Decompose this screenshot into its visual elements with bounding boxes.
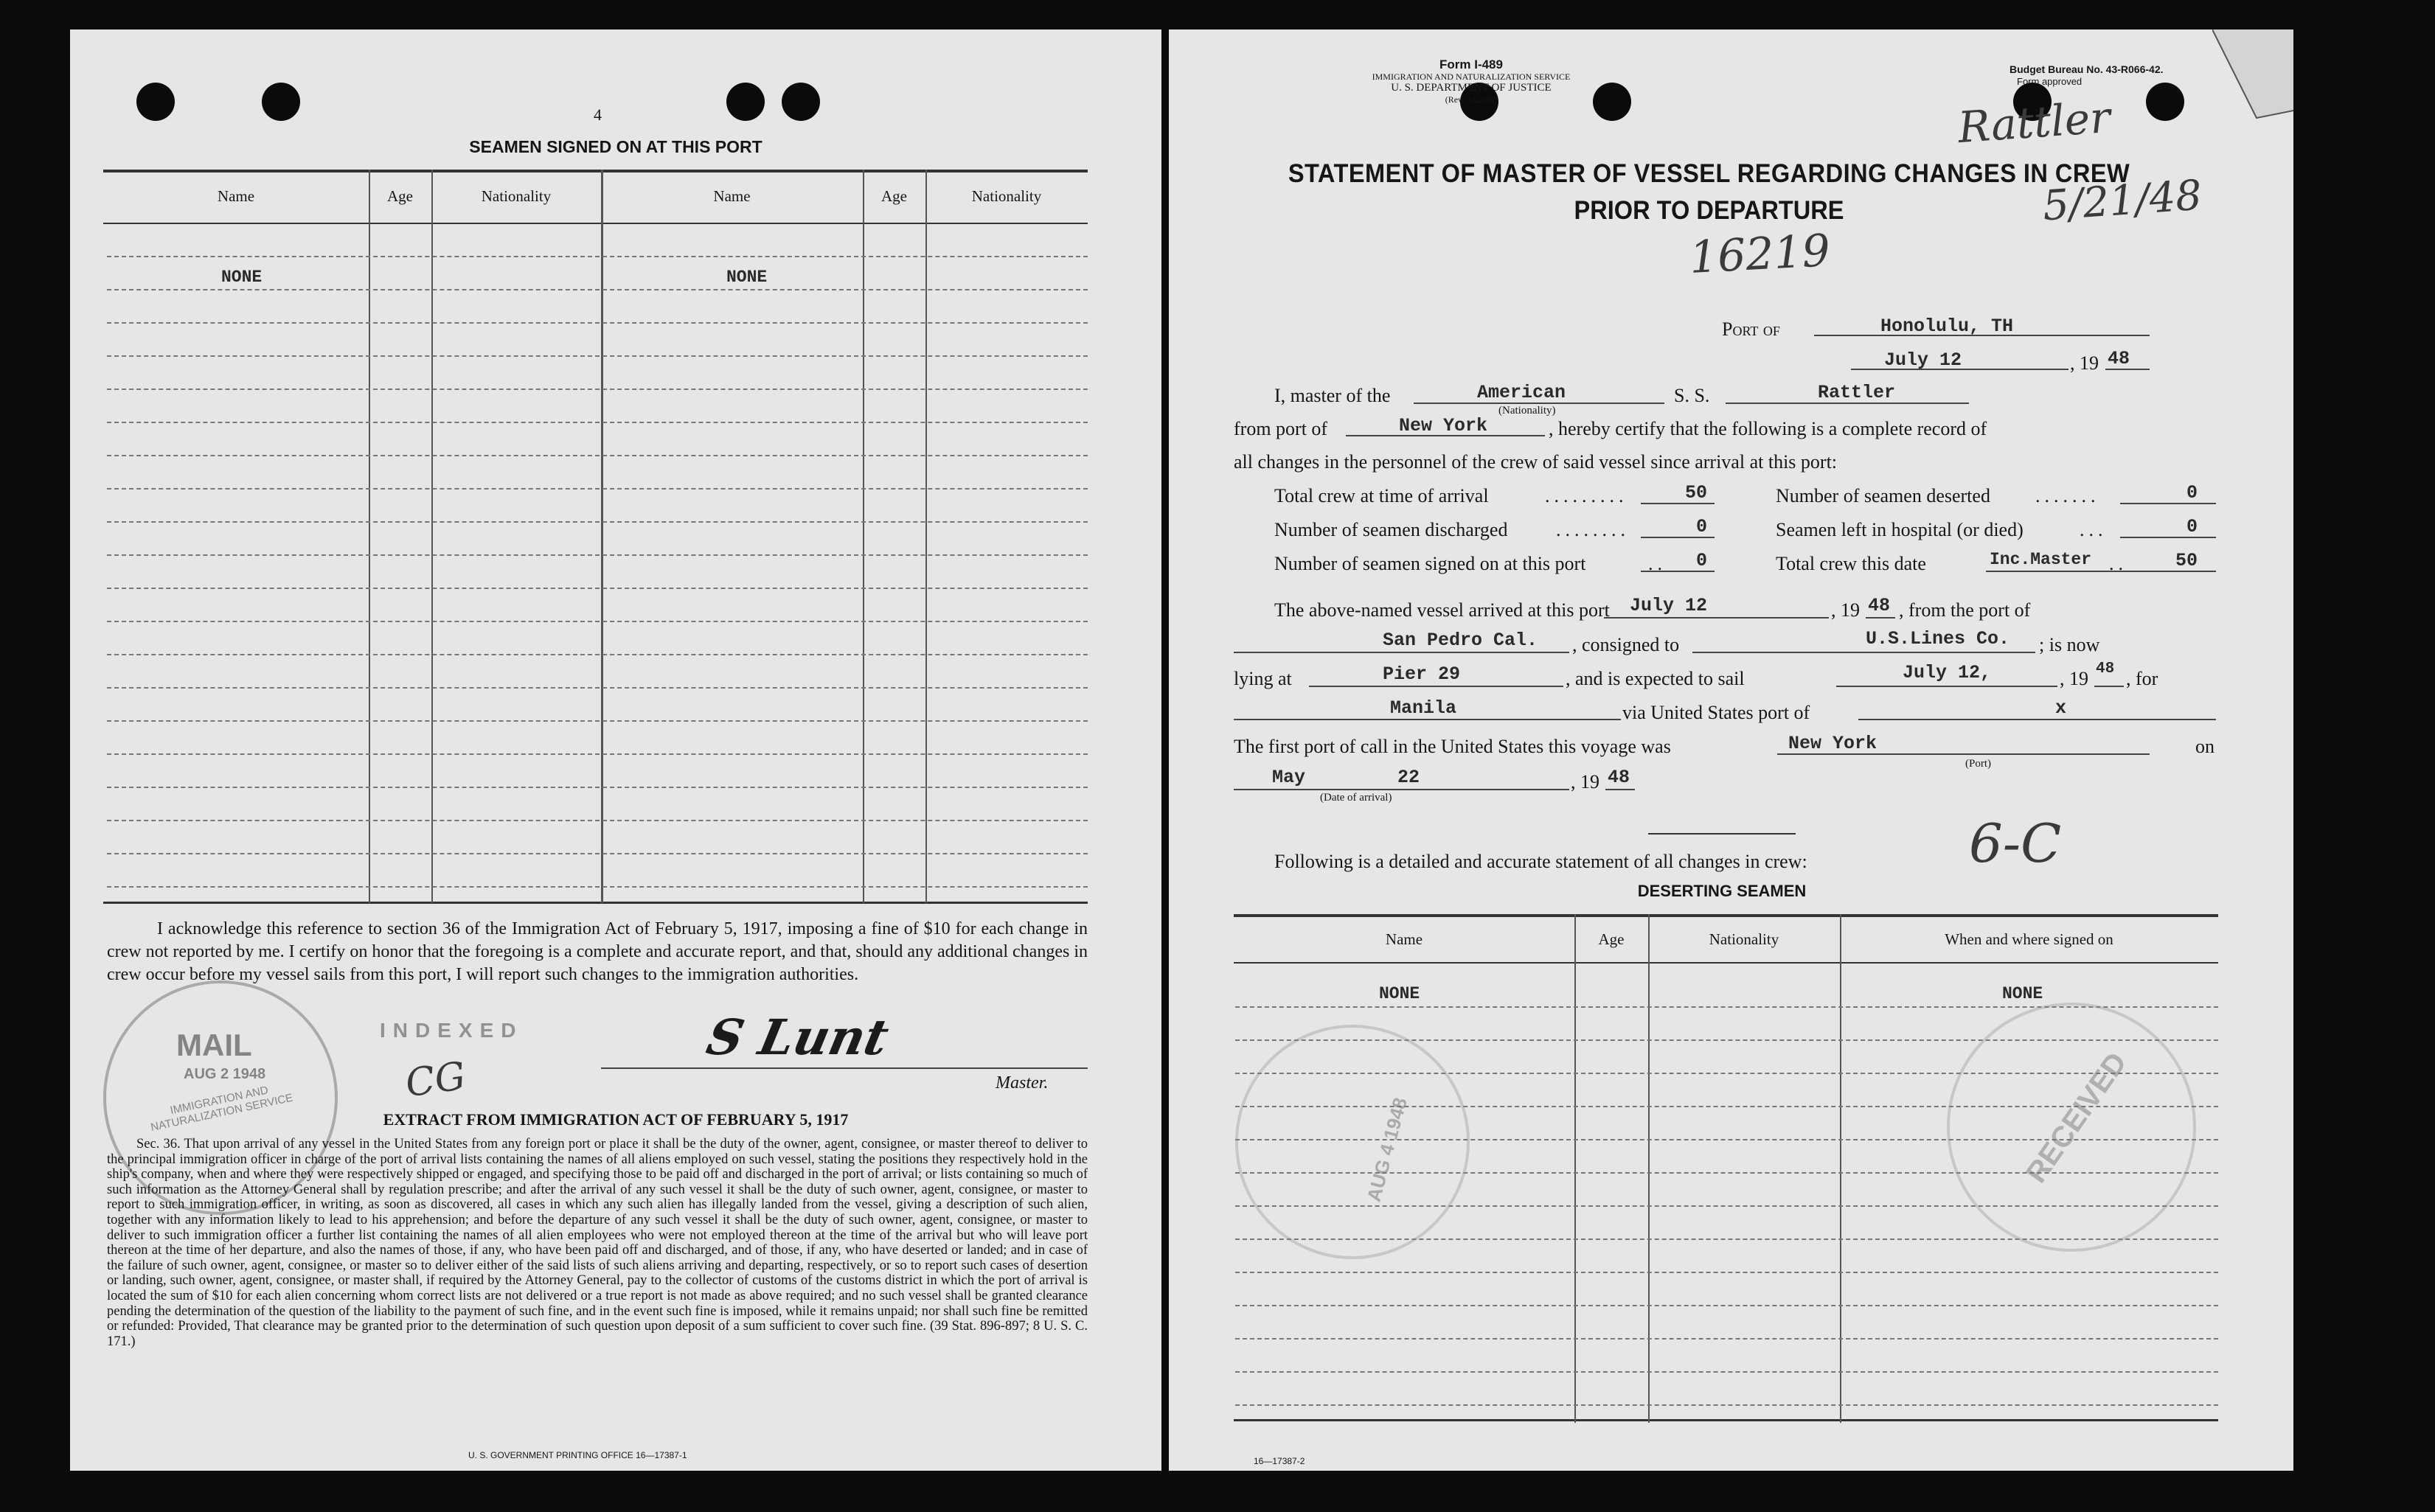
column-header: Age xyxy=(1598,930,1625,948)
report-date: July 12 xyxy=(1884,349,1962,371)
table-cell-name: NONE xyxy=(726,268,768,287)
sail-year: 48 xyxy=(2096,661,2115,677)
received-stamp: AUG 4 1948 xyxy=(1235,1025,1470,1259)
stat-value: 0 xyxy=(1696,516,1708,537)
stat-label: Total crew this date xyxy=(1776,553,1926,574)
form-approved: Form approved xyxy=(2017,76,2083,87)
right-footer: 16—17387-2 xyxy=(1254,1456,1305,1466)
first-arrival-year: 48 xyxy=(1608,767,1630,788)
handwritten-date: 5/21/48 xyxy=(2040,171,2203,231)
form-title-line2: PRIOR TO DEPARTURE xyxy=(1574,196,1844,225)
destination: Manila xyxy=(1390,697,1457,719)
punch-hole xyxy=(782,83,820,121)
seamen-signed-on-title: SEAMEN SIGNED ON AT THIS PORT xyxy=(469,137,763,156)
budget-bureau-number: Budget Bureau No. 43-R066-42. xyxy=(2010,63,2164,75)
punch-hole xyxy=(726,83,765,121)
form-title: STATEMENT OF MASTER OF VESSEL REGARDING CHANGES IN CREW xyxy=(1288,159,2130,188)
handwritten-code: 6-C xyxy=(1969,812,2062,874)
mail-stamp: MAIL AUG 2 1948 IMMIGRATION AND NATURALIZATION SERVICE xyxy=(103,980,338,1215)
handwritten-vessel: Rattler xyxy=(1956,91,2112,153)
table-cell-signed-on: NONE xyxy=(2002,984,2043,1003)
agency-line: IMMIGRATION AND NATURALIZATION SERVICE xyxy=(1372,72,1571,82)
vessel-name: Rattler xyxy=(1818,382,1896,403)
initials: CG xyxy=(403,1053,469,1107)
punch-hole xyxy=(262,83,300,121)
column-header: Age xyxy=(881,187,907,205)
handwritten-number: 16219 xyxy=(1688,225,1832,284)
stat-label: Number of seamen discharged xyxy=(1274,519,1508,540)
stat-value: 50 xyxy=(1685,482,1708,504)
column-header: Nationality xyxy=(481,187,552,205)
stat-label: Seamen left in hospital (or died) xyxy=(1776,519,2024,540)
table-cell-name: NONE xyxy=(1379,984,1420,1003)
punch-hole xyxy=(2146,83,2184,121)
acknowledgement-text: I acknowledge this reference to section 36 of the Immigration Act of February 5, 1917, imposing a fine of $10 for each change in crew not reported by me. I certify on honor that the foregoing is a complete and accurate report, and that, should any additional changes in crew occur before my vessel sails from this port, I will report such changes to the immigration authorities. xyxy=(107,919,1088,984)
extract-text: Sec. 36. That upon arrival of any vessel in the United States from any foreign port or place it shall be the duty of the owner, agent, consignee, or master thereof to deliver to the principal immigration officer in charge of the port of arrival lists containing the names of all aliens employed on such vessel, stating the positions they respectively hold in the ship's company, when and where they were respectively shipped or engaged, and specifying those to be paid off and discharged in the port of arrival; or lists containing so much of such information as the Attorney General shall by regulation prescribe; and after the arrival of any such vessel it shall be the duty of such owner, agent, consignee, or master to report to such immigration officer, in writing, as soon as discovered, all cases in which any such alien has illegally landed from the vessel, giving a description of such alien, together with any information likely to lead to his apprehension; and before the departure of any such vessel it shall be the duty of such owner, agent, consignee, or master to deliver to such immigration officer a further list containing the names of all alien employees who were not employed thereon at the time of the arrival but who will leave port thereon at the time of her departure, and also the names of those, if any, who have been paid off and discharged, and of those, if any, who have deserted or landed; and in case of the failure of such owner, agent, consignee, or master so to deliver either of the said lists of such aliens arriving and departing, respectively, or so to report such cases of desertion or landing, such owner, agent, consignee, or master shall, if required by the Attorney General, pay to the collector of customs of the customs district in which the port of arrival is located the sum of $10 for each alien concerning whom correct lists are not delivered or a true report is not made as above required; and no such vessel shall be granted clearance pending the determination of the question of the liability to the payment of such fine, and in the event such fine is imposed, while it remains unpaid; nor shall such fine be remitted or refunded: Provided, That clearance may be granted prior to the determination of such question upon deposit of a sum sufficient to cover such fine. (39 Stat. 896-897; 8 U. S. C. 171.) xyxy=(107,1137,1088,1349)
right-page: Form I-489 IMMIGRATION AND NATURALIZATION SERVICE U. S. DEPARTMENT OF JUSTICE (Rev. 3-22-45) Budget Bureau No. 43-R066-42. Form approved Rattler 5/21/48 16219 STATEMENT OF MASTER OF VESSEL REGARDING CHANGES IN CREW PRIOR TO DEPARTURE Port of Honolulu, TH July 12 , 19 48 I, master of the American (Nationality) S. S. Rattler from port of New York , hereby certify that the following is a complete record of all changes in the personnel of the crew of said vessel since arrival at this port: Total crew at time of arrival ......... 50 Number of seamen deserted ....... 0 Number of seamen discharged ........ 0 Seamen left in hospital (or died) ... 0 Number of seamen signed on at this port .. 0 Total crew this date Inc.Master .. 50 The above-named vessel arrived at this port July 12 , 19 48 , from the port of San Pedro Cal. , consigned to U.S.Lines Co. ; is now lying at Pier 29 , and is expected to sail July 12, , 19 48 , for Manila via United States port of x The first port of call in the United States this voyage was New York (Port) on May 22 (Date of arrival) , 19 48 Following is a detailed and accurate statement of all changes in crew: 6-C DESERTING SEAMEN Name Age Nationality When and where signed on NONE NONE AUG 4 1948 RECEIVED 16—17387-2 xyxy=(1169,29,2293,1471)
column-header: Nationality xyxy=(971,187,1042,205)
first-arrival-month: May xyxy=(1272,767,1306,788)
pier: Pier 29 xyxy=(1383,663,1461,685)
column-header: Name xyxy=(713,187,751,205)
stat-label: Total crew at time of arrival xyxy=(1274,485,1489,506)
form-number: Form I-489 xyxy=(1439,58,1503,72)
column-header: When and where signed on xyxy=(1945,930,2113,948)
arrival-year: 48 xyxy=(1868,595,1891,616)
table-cell-name: NONE xyxy=(221,268,263,287)
following-text: Following is a detailed and accurate statement of all changes in crew: xyxy=(1274,851,1807,872)
column-header: Name xyxy=(1385,930,1423,948)
stat-value: 50 xyxy=(2175,550,2198,571)
port-label: Port of xyxy=(1722,318,1780,340)
column-header: Nationality xyxy=(1709,930,1779,948)
page-number: 4 xyxy=(594,105,602,124)
report-year: 48 xyxy=(2108,348,2130,369)
signature-line xyxy=(601,1067,1088,1069)
punch-hole xyxy=(136,83,175,121)
left-footer: U. S. GOVERNMENT PRINTING OFFICE 16—17387-1 xyxy=(468,1450,687,1460)
stat-value: 0 xyxy=(2186,516,2198,537)
left-page xyxy=(70,29,1161,1471)
sail-date: July 12, xyxy=(1903,662,1992,683)
via-port: x xyxy=(2055,697,2067,719)
stat-label: Number of seamen signed on at this port xyxy=(1274,553,1586,574)
column-header: Age xyxy=(387,187,413,205)
first-arrival-day: 22 xyxy=(1397,767,1420,788)
extract-title: EXTRACT FROM IMMIGRATION ACT OF FEBRUARY 5, 1917 xyxy=(383,1110,849,1129)
revision-line: (Rev. 3-22-45) xyxy=(1445,94,1498,105)
consignee: U.S.Lines Co. xyxy=(1866,628,2010,649)
master-label: Master. xyxy=(996,1073,1049,1093)
first-port: New York xyxy=(1788,733,1878,754)
from-port-value: New York xyxy=(1399,415,1488,436)
master-signature: S Lunt xyxy=(701,1008,894,1066)
nationality-value: American xyxy=(1477,382,1566,403)
column-header: Name xyxy=(217,187,255,205)
stat-value: 0 xyxy=(1696,550,1708,571)
received-stamp: RECEIVED xyxy=(1947,1003,2196,1252)
stat-value: 0 xyxy=(2186,482,2198,504)
stat-label: Number of seamen deserted xyxy=(1776,485,1990,506)
port-value: Honolulu, TH xyxy=(1880,316,2014,337)
indexed-stamp: INDEXED xyxy=(380,1019,524,1042)
stat-note: Inc.Master xyxy=(1990,550,2092,569)
folded-corner xyxy=(2212,29,2293,125)
arrival-date: July 12 xyxy=(1630,595,1708,616)
divider xyxy=(1648,833,1796,835)
deserting-seamen-title: DESERTING SEAMEN xyxy=(1637,882,1807,900)
previous-port: San Pedro Cal. xyxy=(1383,630,1538,651)
agency-line: U. S. DEPARTMENT OF JUSTICE xyxy=(1391,82,1552,94)
